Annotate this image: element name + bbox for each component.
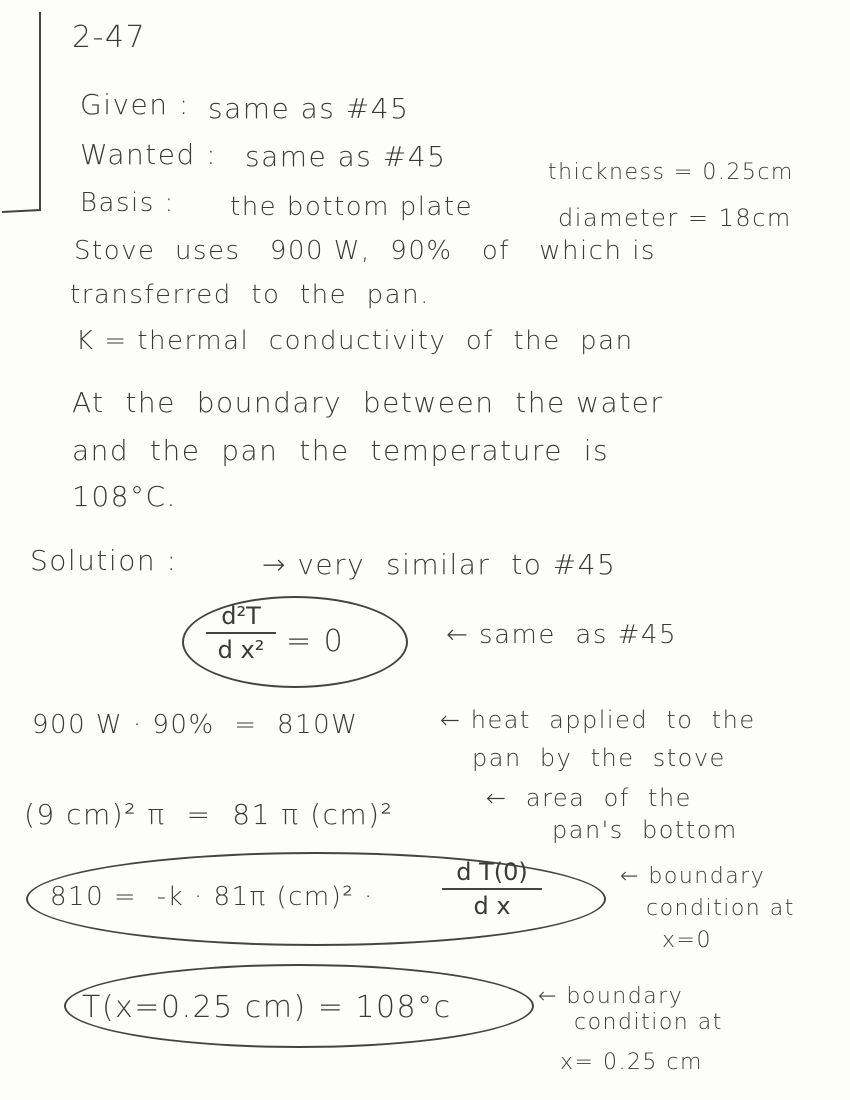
heat-note-line-1: ← heat applied to the (440, 706, 756, 734)
margin-bracket (0, 0, 60, 220)
boundary-line-3: 108°C. (72, 480, 177, 513)
problem-number: 2-47 (72, 20, 147, 55)
solution-note: → very similar to #45 (262, 548, 617, 581)
equation-1-rhs: = 0 (286, 624, 345, 659)
bc2-equation: T(x=0.25 cm) = 108°c (82, 990, 452, 1025)
equation-1-fraction (206, 602, 276, 664)
bc1-note-line-2: condition at (646, 896, 795, 921)
fraction-bar (206, 632, 276, 634)
area-note-line-1: ← area of the (486, 784, 692, 812)
bc2-note-line-2: condition at (574, 1010, 723, 1035)
given-label: Given : (80, 88, 190, 121)
bc1-lhs: 810 = -k · 81π (cm)² · (50, 882, 374, 912)
equation-1-numerator: d²T (221, 602, 261, 630)
boundary-line-1: At the boundary between the water (72, 386, 664, 419)
bc1-fraction (442, 858, 542, 920)
basis-diameter: diameter = 18cm (558, 204, 792, 232)
heat-equation: 900 W · 90% = 810W (32, 710, 359, 740)
equation-1-note: ← same as #45 (446, 620, 677, 650)
wanted-text: same as #45 (245, 140, 447, 173)
equation-1-denominator: d x² (217, 636, 265, 664)
basis-text: the bottom plate (230, 192, 474, 222)
area-equation: (9 cm)² π = 81 π (cm)² (24, 798, 394, 831)
given-text: same as #45 (208, 92, 410, 125)
stove-line-1: Stove uses 900 W, 90% of which is (74, 236, 656, 266)
bc1-note-line-3: x=0 (662, 928, 712, 953)
wanted-label: Wanted : (80, 138, 218, 171)
fraction-bar (442, 888, 542, 890)
boundary-line-2: and the pan the temperature is (72, 434, 610, 467)
basis-label: Basis : (80, 188, 175, 218)
bc1-denominator: d x (473, 892, 511, 920)
bc2-note-line-3: x= 0.25 cm (560, 1050, 703, 1075)
k-definition: K = thermal conductivity of the pan (76, 326, 634, 356)
thickness-note: thickness = 0.25cm (548, 160, 794, 185)
area-note-line-2: pan's bottom (552, 816, 738, 844)
heat-note-line-2: pan by the stove (472, 744, 726, 772)
bc1-numerator: d T(0) (456, 858, 528, 886)
bc1-note-line-1: ← boundary (620, 864, 766, 889)
solution-label: Solution : (30, 544, 178, 577)
bc2-note-line-1: ← boundary (538, 984, 684, 1009)
stove-line-2: transferred to the pan. (70, 280, 430, 310)
